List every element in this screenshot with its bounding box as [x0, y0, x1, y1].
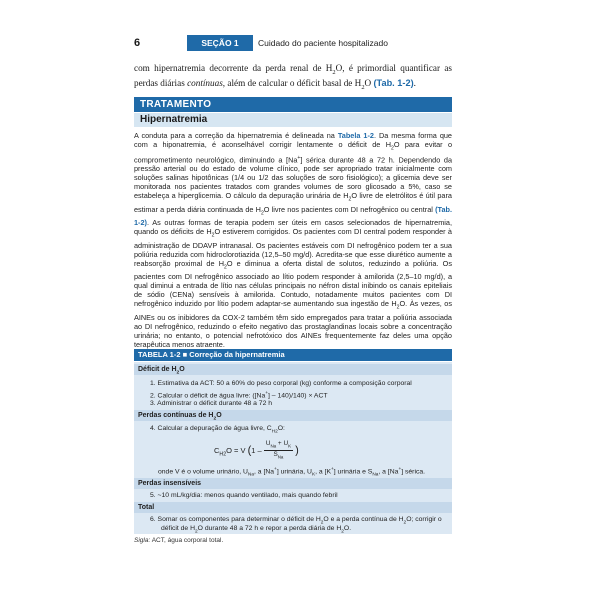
table-item: 5. ~10 mL/kg/dia: menos quando ventilado, mais quando febril — [150, 492, 338, 499]
running-title: Cuidado do paciente hospitalizado — [258, 38, 388, 48]
table-section-header: Perdas contínuas de $H_2O$ — [134, 410, 452, 421]
table-item: 2. Calcular o déficit de água livre: ([Na+] – 140)/140) × ACT — [150, 391, 328, 400]
table-title: TABELA 1-2 ■ Correção da hipernatremia — [134, 349, 452, 361]
table-item: 1. Estimativa da ACT: 50 a 60% do peso corporal (kg) conforme a composição corporal — [150, 380, 412, 387]
free-water-formula: $C_{H2}O = V$ (1 – $\frac{U_{Na} + U_K}{S_{Na}}$ ) — [214, 440, 299, 460]
table-item: 6. Somar os componentes para determinar o déficit de $H_2O$ e a perda contínua de $H_2O$; corrigir o — [150, 516, 442, 526]
table-reference-link[interactable]: (Tab. 1-2) — [134, 204, 452, 228]
table-section-header: Déficit de $H_2O$ — [134, 364, 452, 375]
body-paragraph: A conduta para a correção da hipernatremia é delineada na Tabela 1-2. Da mesma forma que com a hiponatremia, é aconselhável corrigir lentamente o déficit de $H_2O$ para evitar o comprometimento neurológico, diminuindo a [Na+] sérica durante 48 a 72 h. Dependendo da pressão arterial ou do estado de volume clínico, pode ser apropriado tratar inicialmente com soluções salinas hipotônicas (1/4 ou 1/2 das soluções de soro fisiológico); a glicemia deve ser monitorada nos pacientes tratados com grandes volumes de soro glicosado a 5%, caso se estabeleça a hiperglicemia. O cálculo da depuração urinária de $H_2O$ livre de eletrólitos é útil para estimar a perda diária continuada de $H_2O$ livre nos pacientes com DI nefrogênico ou central (Tab. 1-2). As outras formas de terapia podem ser úteis em casos selecionados de hipernatremia, quando os déficits de $H_2O$ estiverem corrigidos. Os pacientes com DI central podem responder à administração de DDAVP intranasal. Os pacientes estáveis com DI nefrogênico podem ter a sua poliúria reduzida com hidroclorotiazida (12,5–50 mg/d). Acredita-se que esse diurético aumente a reabsorção proximal de $H_2O$ e diminua a oferta distal de solutos, reduzindo a poliúria. Os pacientes com DI nefrogênico associado ao lítio podem responder à amilorida (2,5–10 mg/d), a qual diminui a entrada de lítio nas células principais no néfron distal inibindo os canais epiteliais de sódio (CENa) sensíveis à amilorida. Contudo, notadamente muitos pacientes com DI nefrogênico induzido por lítio podem adaptar-se aumentando sua ingestão de $H_2O$. Às vezes, os AINEs ou os inibidores da COX-2 também têm sido empregados para tratar a poliúria associada ao DI nefrogênico, reduzindo o efeito negativo das prostaglandinas locais sobre a concentração urinária; no entanto, o potencial nefrotóxico dos AINEs frequentemente faz deles uma opção terapêutica menos atraente. — [134, 131, 452, 350]
table-footnote: Sigla: ACT, água corporal total. — [134, 537, 224, 544]
page-number: 6 — [134, 37, 141, 49]
section-heading: TRATAMENTO — [134, 97, 452, 112]
subsection-heading: Hipernatremia — [134, 113, 452, 127]
formula-note: onde V é o volume urinário, $U_{Na}$, a [Na+] urinária, $U_K$, a [K+] urinária e $S_{Na}$, a [Na+] sérica. — [158, 467, 426, 478]
table-item: 3. Administrar o déficit durante 48 a 72 h — [150, 400, 273, 407]
correction-table — [134, 362, 452, 534]
table-item: 4. Calcular a depuração de água livre, $C_{H2}O$: — [150, 425, 285, 435]
table-section-header: Perdas insensíveis — [134, 478, 452, 489]
intro-paragraph: com hipernatremia decorrente da perda renal de $H_2O$, é primordial quantificar as perdas diárias contínuas, além de calcular o déficit basal de $H_2O$ (Tab. 1-2). — [134, 63, 452, 92]
table-reference-link[interactable]: Tabela 1-2 — [337, 131, 374, 140]
table-section-header: Total — [134, 502, 452, 513]
table-item: déficit de $H_2O$ durante 48 a 72 h e repor a perda diária de $H_2O$. — [161, 525, 352, 535]
section-tab: SEÇÃO 1 — [187, 35, 253, 51]
table-reference-link[interactable]: (Tab. 1-2) — [373, 78, 414, 89]
